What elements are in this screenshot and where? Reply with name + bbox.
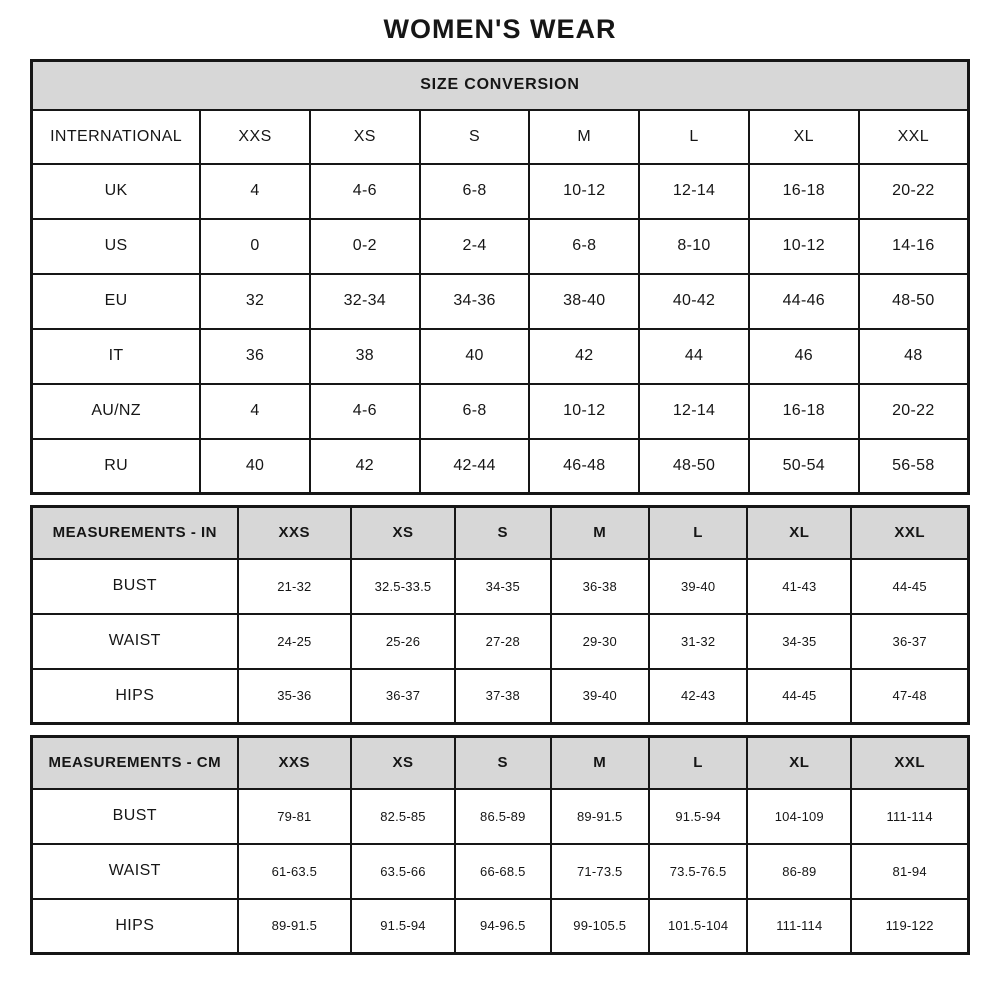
table-row	[32, 329, 969, 384]
measurements-in-table	[30, 505, 970, 725]
row-label: BUST	[32, 789, 238, 844]
table-header-row	[32, 110, 969, 164]
table-cell: 38	[310, 329, 420, 384]
table-row	[32, 439, 969, 494]
table-cell: 46-48	[529, 439, 639, 494]
table-cell: 10-12	[529, 384, 639, 439]
row-label: BUST	[32, 559, 238, 614]
table-row	[32, 789, 969, 844]
table-cell: 89-91.5	[238, 899, 351, 954]
column-header-xs: XS	[351, 737, 455, 789]
column-header-s: S	[455, 507, 551, 559]
table-row	[32, 899, 969, 954]
table-cell: 32-34	[310, 274, 420, 329]
table-cell: 36-37	[851, 614, 968, 669]
table-cell: 48-50	[859, 274, 969, 329]
page-title: WOMEN'S WEAR	[383, 14, 617, 44]
table-cell: 91.5-94	[351, 899, 455, 954]
table-row	[32, 844, 969, 899]
table-cell: 34-35	[455, 559, 551, 614]
table-cell: 16-18	[749, 384, 859, 439]
row-label: UK	[32, 164, 201, 219]
row-label: WAIST	[32, 614, 238, 669]
table-cell: 44	[639, 329, 749, 384]
column-header-l: L	[639, 110, 749, 164]
table-row	[32, 559, 969, 614]
table-cell: 48-50	[639, 439, 749, 494]
table-cell: 66-68.5	[455, 844, 551, 899]
table-cell: 24-25	[238, 614, 351, 669]
table-cell: 0	[200, 219, 310, 274]
table-header-row	[32, 737, 969, 789]
column-header-xs: XS	[351, 507, 455, 559]
column-header-xxl: XXL	[859, 110, 969, 164]
table-cell: 20-22	[859, 384, 969, 439]
table-cell: 41-43	[747, 559, 851, 614]
row-label: RU	[32, 439, 201, 494]
table-cell: 39-40	[551, 669, 649, 724]
table-cell: 38-40	[529, 274, 639, 329]
table-cell: 36	[200, 329, 310, 384]
row-label: WAIST	[32, 844, 238, 899]
column-header-xxs: XXS	[200, 110, 310, 164]
column-header-xs: XS	[310, 110, 420, 164]
table-row	[32, 274, 969, 329]
table-cell: 32	[200, 274, 310, 329]
table-cell: 111-114	[851, 789, 968, 844]
row-label: HIPS	[32, 899, 238, 954]
table-cell: 47-48	[851, 669, 968, 724]
table-cell: 0-2	[310, 219, 420, 274]
size-conversion-title: SIZE CONVERSION	[32, 61, 969, 110]
table-cell: 37-38	[455, 669, 551, 724]
table-cell: 40	[200, 439, 310, 494]
table-cell: 2-4	[420, 219, 530, 274]
table-cell: 71-73.5	[551, 844, 649, 899]
table-cell: 39-40	[649, 559, 747, 614]
table-cell: 42-43	[649, 669, 747, 724]
column-header-m: M	[551, 737, 649, 789]
table-cell: 44-45	[747, 669, 851, 724]
column-header-xxs: XXS	[238, 507, 351, 559]
table-cell: 56-58	[859, 439, 969, 494]
table-cell: 27-28	[455, 614, 551, 669]
size-chart-page	[30, 14, 970, 955]
table-cell: 63.5-66	[351, 844, 455, 899]
measurements-cm-table	[30, 735, 970, 955]
table-cell: 34-35	[747, 614, 851, 669]
table-cell: 25-26	[351, 614, 455, 669]
table-cell: 119-122	[851, 899, 968, 954]
column-header-m: M	[529, 110, 639, 164]
measurements-cm-title: MEASUREMENTS - CM	[32, 737, 238, 789]
table-cell: 42	[529, 329, 639, 384]
table-cell: 99-105.5	[551, 899, 649, 954]
row-label: AU/NZ	[32, 384, 201, 439]
size-conversion-table	[30, 59, 970, 495]
column-header-xl: XL	[747, 737, 851, 789]
table-cell: 48	[859, 329, 969, 384]
table-cell: 20-22	[859, 164, 969, 219]
table-cell: 10-12	[529, 164, 639, 219]
table-cell: 29-30	[551, 614, 649, 669]
table-cell: 79-81	[238, 789, 351, 844]
table-cell: 31-32	[649, 614, 747, 669]
table-cell: 12-14	[639, 384, 749, 439]
table-title-row	[32, 61, 969, 110]
table-cell: 34-36	[420, 274, 530, 329]
table-row	[32, 384, 969, 439]
table-cell: 44-45	[851, 559, 968, 614]
column-header-xxl: XXL	[851, 507, 968, 559]
table-cell: 6-8	[529, 219, 639, 274]
table-cell: 10-12	[749, 219, 859, 274]
table-cell: 40	[420, 329, 530, 384]
row-label: EU	[32, 274, 201, 329]
table-cell: 91.5-94	[649, 789, 747, 844]
column-header-l: L	[649, 507, 747, 559]
column-header-xxl: XXL	[851, 737, 968, 789]
table-cell: 4	[200, 384, 310, 439]
table-cell: 4-6	[310, 384, 420, 439]
table-cell: 4-6	[310, 164, 420, 219]
table-cell: 4	[200, 164, 310, 219]
table-cell: 111-114	[747, 899, 851, 954]
table-cell: 42-44	[420, 439, 530, 494]
column-header-m: M	[551, 507, 649, 559]
table-row	[32, 164, 969, 219]
column-header-xl: XL	[749, 110, 859, 164]
table-cell: 44-46	[749, 274, 859, 329]
table-cell: 32.5-33.5	[351, 559, 455, 614]
table-cell: 50-54	[749, 439, 859, 494]
table-cell: 12-14	[639, 164, 749, 219]
table-cell: 86.5-89	[455, 789, 551, 844]
table-cell: 8-10	[639, 219, 749, 274]
column-header-l: L	[649, 737, 747, 789]
table-cell: 86-89	[747, 844, 851, 899]
table-cell: 14-16	[859, 219, 969, 274]
table-cell: 6-8	[420, 384, 530, 439]
table-cell: 36-38	[551, 559, 649, 614]
row-label: IT	[32, 329, 201, 384]
table-cell: 36-37	[351, 669, 455, 724]
table-cell: 104-109	[747, 789, 851, 844]
table-cell: 73.5-76.5	[649, 844, 747, 899]
table-cell: 40-42	[639, 274, 749, 329]
table-cell: 89-91.5	[551, 789, 649, 844]
table-cell: 94-96.5	[455, 899, 551, 954]
table-cell: 21-32	[238, 559, 351, 614]
column-header-xxs: XXS	[238, 737, 351, 789]
table-row	[32, 614, 969, 669]
table-cell: 6-8	[420, 164, 530, 219]
column-header-xl: XL	[747, 507, 851, 559]
table-cell: 101.5-104	[649, 899, 747, 954]
row-label: US	[32, 219, 201, 274]
column-header-s: S	[455, 737, 551, 789]
table-cell: 82.5-85	[351, 789, 455, 844]
table-cell: 81-94	[851, 844, 968, 899]
table-cell: 16-18	[749, 164, 859, 219]
table-header-row	[32, 507, 969, 559]
table-cell: 61-63.5	[238, 844, 351, 899]
table-cell: 46	[749, 329, 859, 384]
table-cell: 35-36	[238, 669, 351, 724]
table-cell: 42	[310, 439, 420, 494]
column-header-s: S	[420, 110, 530, 164]
row-label: HIPS	[32, 669, 238, 724]
measurements-in-title: MEASUREMENTS - IN	[32, 507, 238, 559]
table-row	[32, 219, 969, 274]
table-row	[32, 669, 969, 724]
column-header-international: INTERNATIONAL	[32, 110, 201, 164]
